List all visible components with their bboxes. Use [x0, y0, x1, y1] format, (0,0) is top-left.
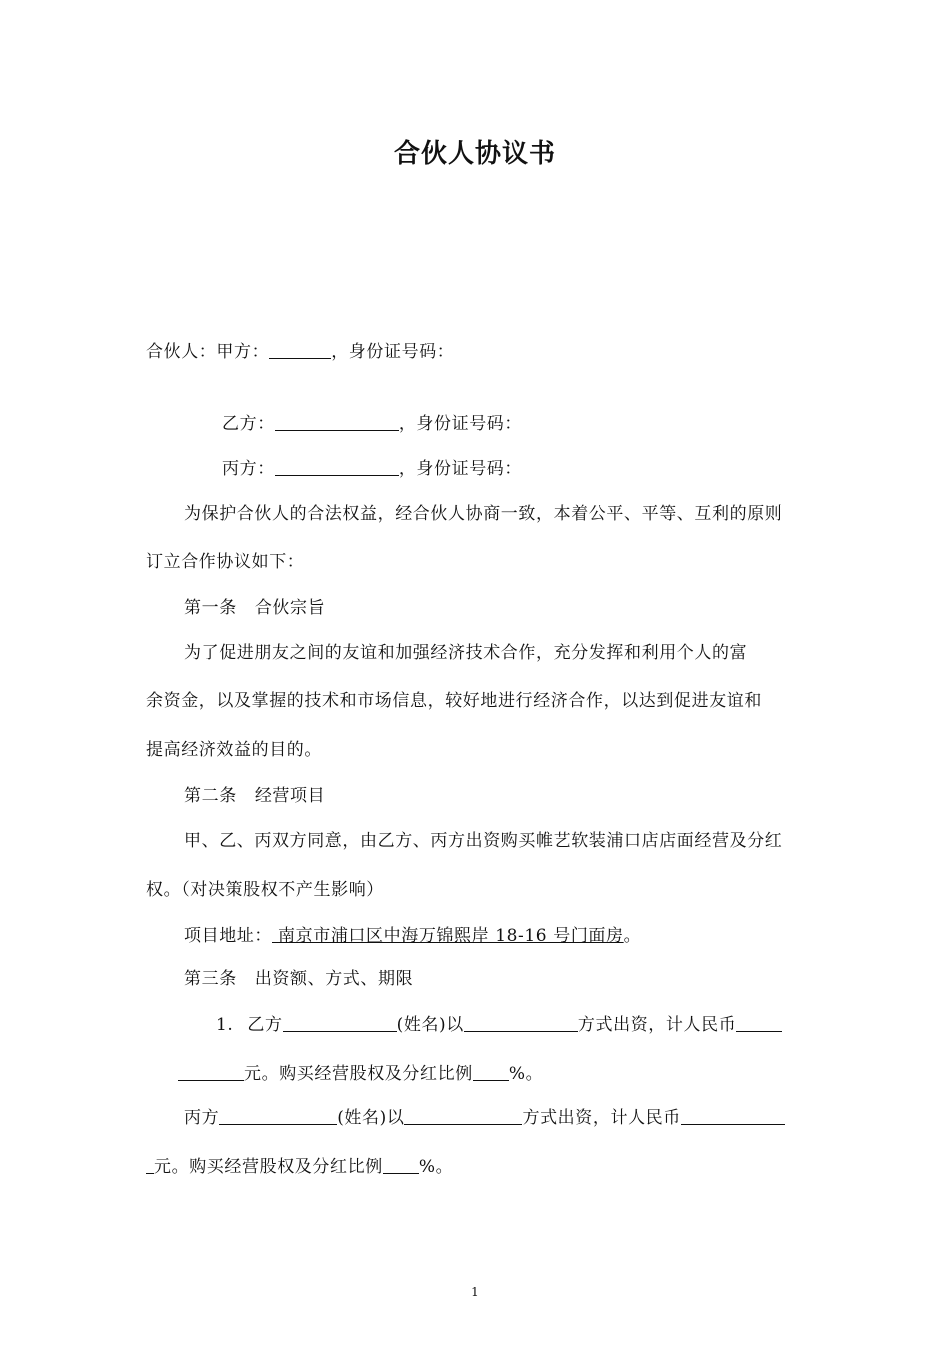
article-1-number: 第一条 — [184, 598, 237, 618]
item-1-method-blank — [464, 1015, 578, 1032]
item-1-amount-blank — [736, 1015, 782, 1032]
item-2-amount-blank — [681, 1108, 785, 1125]
party-c-id-label: ，身份证号码： — [398, 459, 523, 479]
item-2-share-label: 元。购买经营股权及分红比例 — [154, 1157, 383, 1177]
article-2-line-1: 甲、乙、丙双方同意，由乙方、丙方出资购买帷艺软装浦口店店面经营及分红 — [184, 831, 783, 851]
intro-line-1: 为保护合伙人的合法权益，经合伙人协商一致，本着公平、平等、互利的原则 — [184, 504, 783, 524]
item-1-number: 1. — [216, 1015, 234, 1035]
article-3-heading — [184, 968, 854, 990]
article-1-heading — [184, 597, 854, 619]
item-1-name-blank — [283, 1015, 397, 1032]
project-address-line — [184, 925, 854, 947]
article-3-title: 出资额、方式、期限 — [254, 969, 414, 989]
article-1-line-3: 提高经济效益的目的。 — [146, 740, 322, 760]
item-2-amount-blank-cont — [146, 1157, 154, 1174]
project-address-label: 项目地址： — [184, 926, 272, 946]
contribution-c-line-2 — [146, 1156, 816, 1178]
article-1-line-2: 余资金，以及掌握的技术和市场信息，较好地进行经济合作，以达到促进友谊和 — [146, 691, 762, 711]
party-b-name-blank — [275, 414, 399, 431]
contribution-b-line-1 — [216, 1014, 886, 1036]
contribution-c-line-1 — [184, 1107, 854, 1129]
party-a-label: 合伙人：甲方： — [146, 342, 270, 362]
page-number: 1 — [471, 1285, 479, 1299]
item-2-share-blank — [383, 1157, 419, 1174]
item-2-amount-label: 方式出资，计人民币 — [522, 1108, 681, 1128]
project-address-value: 南京市浦口区中海万锦熙岸 18-16 号门面房 — [278, 926, 624, 946]
item-1-percent: %。 — [508, 1064, 544, 1084]
article-2-heading — [184, 785, 854, 807]
party-b-id-label: ，身份证号码： — [398, 414, 523, 434]
item-1-share-label: 元。购买经营股权及分红比例 — [244, 1064, 473, 1084]
project-address-end: 。 — [623, 926, 642, 946]
item-2-method-blank — [404, 1108, 522, 1125]
item-2-name-label: (姓名)以 — [337, 1108, 405, 1128]
contribution-b-line-2 — [178, 1063, 848, 1085]
item-2-percent: %。 — [418, 1157, 454, 1177]
article-2-number: 第二条 — [184, 786, 237, 806]
party-b-label: 乙方： — [222, 414, 275, 434]
item-1-party: 乙方 — [247, 1015, 283, 1035]
item-1-name-label: (姓名)以 — [396, 1015, 464, 1035]
party-b-line — [222, 413, 892, 435]
item-2-party: 丙方 — [184, 1108, 220, 1128]
article-1-title: 合伙宗旨 — [254, 598, 326, 618]
item-1-share-blank — [473, 1064, 509, 1081]
party-a-line — [146, 341, 816, 363]
article-3-number: 第三条 — [184, 969, 237, 989]
party-a-name-blank — [269, 342, 331, 359]
party-c-line — [222, 458, 892, 480]
party-a-id-label: ，身份证号码： — [331, 342, 455, 362]
item-1-amount-blank-cont — [178, 1064, 244, 1081]
party-c-name-blank — [275, 459, 399, 476]
intro-line-2: 订立合作协议如下： — [146, 552, 305, 572]
item-2-name-blank — [219, 1108, 337, 1125]
party-c-label: 丙方： — [222, 459, 275, 479]
article-2-line-2: 权。（对决策股权不产生影响） — [146, 880, 384, 900]
article-1-line-1: 为了促进朋友之间的友谊和加强经济技术合作，充分发挥和利用个人的富 — [184, 643, 748, 663]
article-2-title: 经营项目 — [254, 786, 326, 806]
item-1-amount-label: 方式出资，计人民币 — [577, 1015, 737, 1035]
document-title: 合伙人协议书 — [393, 139, 556, 169]
